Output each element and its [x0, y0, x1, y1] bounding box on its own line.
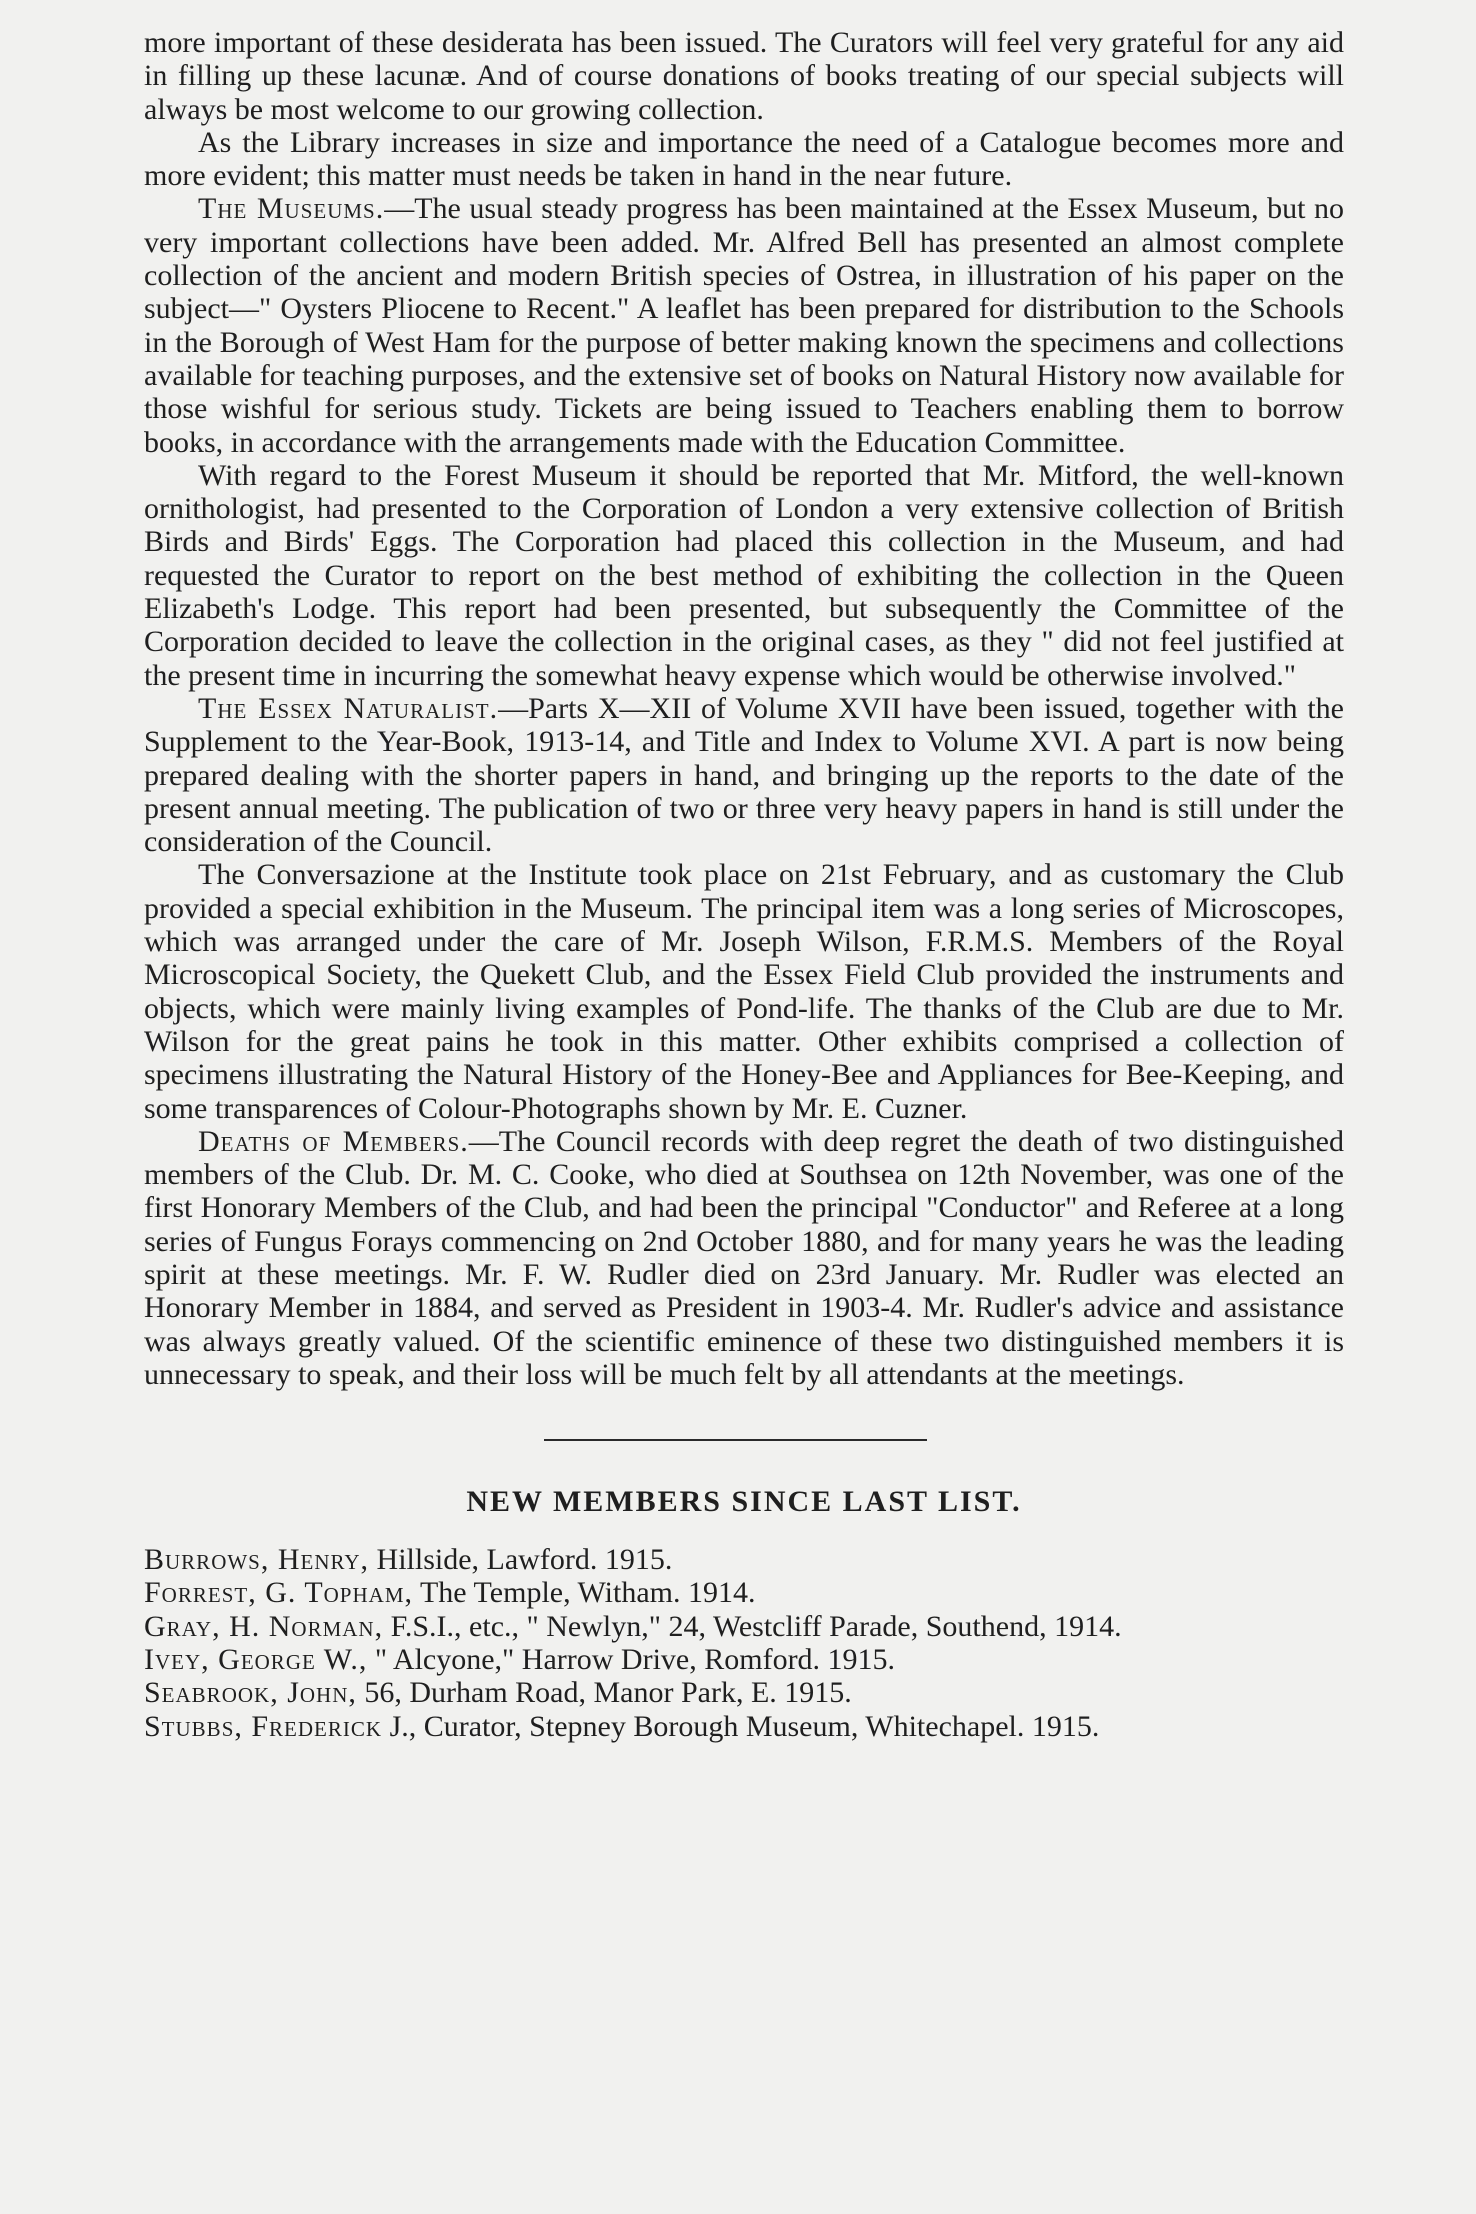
section-divider: [544, 1439, 927, 1441]
member-name: Stubbs, Frederick: [144, 1709, 383, 1743]
list-item: [144, 1543, 1344, 1576]
paragraph-library-catalogue: [144, 126, 1344, 193]
list-item: [144, 1610, 1344, 1643]
paragraph-lead-heading: The Essex Naturalist.: [198, 691, 499, 725]
paragraph-conversazione: [144, 858, 1344, 1124]
document-page: [144, 26, 1344, 1743]
paragraph-text: —The Council records with deep regret the death of two distinguished members of the Club. Dr. M. C. Cooke, who died at Southsea on 12th November, was one of the first Honorary Members of the Club, and had been the principal "Conductor" and Referee at a long series of Fungus Forays commencing on 2nd October 1880, and for many years he was the leading spirit at these meetings. Mr. F. W. Rudler died on 23rd January. Mr. Rudler was elected an Honorary Member in 1884, and served as President in 1903-4. Mr. Rudler's advice and assistance was always greatly valued. Of the scientific eminence of these two distinguished members it is unnecessary to speak, and their loss will be much felt by all attendants at the meetings.: [144, 1124, 1344, 1391]
paragraph-library-desiderata: [144, 26, 1344, 126]
member-details: Hillside, Lawford. 1915.: [369, 1543, 673, 1577]
member-details: " Alcyone," Harrow Drive, Romford. 1915.: [367, 1643, 896, 1677]
new-members-list: [144, 1543, 1344, 1743]
member-details: F.S.I., etc., " Newlyn," 24, Westcliff Parade, Southend, 1914.: [383, 1609, 1122, 1643]
paragraph-text: —The usual steady progress has been maintained at the Essex Museum, but no very important collections have been added. Mr. Alfred Bell has presented an almost complete collection of the ancient and modern British species of Ostrea, in illustration of his paper on the subject—" Oysters Pliocene to Recent." A leaflet has been prepared for distribution to the Schools in the Borough of West Ham for the purpose of better making known the specimens and collections available for teaching purposes, and the extensive set of books on Natural History now available for those wishful for serious study. Tickets are being issued to Teachers enabling them to borrow books, in accordance with the arrangements made with the Education Committee.: [144, 192, 1344, 459]
paragraph-deaths-of-members: [144, 1125, 1344, 1391]
paragraph-text: With regard to the Forest Museum it should be reported that Mr. Mitford, the well-known ornithologist, had presented to the Corporation of London a very extensive collection of British Birds and Birds' Eggs. The Corporation had placed this collection in the Museum, and had requested the Curator to report on the best method of exhibiting the collection in the Queen Elizabeth's Lodge. This report had been presented, but subsequently the Committee of the Corporation decided to leave the collection in the original cases, as they " did not feel justified at the present time in incurring the somewhat heavy expense which would be otherwise involved.": [144, 458, 1344, 692]
list-item: [144, 1576, 1344, 1609]
paragraph-lead-heading: The Museums.: [198, 192, 385, 226]
member-name: Seabrook, John,: [144, 1676, 357, 1710]
member-name: Ivey, George W.,: [144, 1643, 368, 1677]
member-name: Gray, H. Norman,: [144, 1609, 384, 1643]
paragraph-lead-heading: Deaths of Members.: [198, 1124, 469, 1158]
member-name: Burrows, Henry,: [144, 1543, 370, 1577]
list-item: [144, 1676, 1344, 1709]
paragraph-forest-museum: [144, 459, 1344, 692]
list-item: [144, 1643, 1344, 1676]
paragraph-museums: [144, 192, 1344, 458]
new-members-heading: NEW MEMBERS SINCE LAST LIST.: [466, 1485, 1022, 1519]
member-name: Forrest, G. Topham,: [144, 1576, 413, 1610]
member-details: 56, Durham Road, Manor Park, E. 1915.: [356, 1676, 852, 1710]
paragraph-text: more important of these desiderata has been issued. The Curators will feel very grateful for any aid in filling up these lacunæ. And of course donations of books treating of our special subjects will always be most welcome to our growing collection.: [144, 26, 1344, 126]
paragraph-text: As the Library increases in size and importance the need of a Catalogue becomes more and more evident; this matter must needs be taken in hand in the near future.: [144, 125, 1344, 193]
paragraph-text: The Conversazione at the Institute took place on 21st February, and as customary the Club provided a special exhibition in the Museum. The principal item was a long series of Microscopes, which was arranged under the care of Mr. Joseph Wilson, F.R.M.S. Members of the Royal Microscopical Society, the Quekett Club, and the Essex Field Club provided the instruments and objects, which were mainly living examples of Pond-life. The thanks of the Club are due to Mr. Wilson for the great pains he took in this matter. Other exhibits comprised a collection of specimens illustrating the Natural History of the Honey-Bee and Appliances for Bee-Keeping, and some transparences of Colour-Photographs shown by Mr. E. Cuzner.: [144, 858, 1344, 1125]
member-details: The Temple, Witham. 1914.: [413, 1576, 756, 1610]
member-details: J., Curator, Stepney Borough Museum, Whitechapel. 1915.: [382, 1709, 1100, 1743]
paragraph-essex-naturalist: [144, 692, 1344, 858]
list-item: [144, 1710, 1344, 1743]
paragraph-text: —Parts X—XII of Volume XVII have been issued, together with the Supplement to the Year-Book, 1913-14, and Title and Index to Volume XVI. A part is now being prepared dealing with the shorter papers in hand, and bringing up the reports to the date of the present annual meeting. The publication of two or three very heavy papers in hand is still under the consideration of the Council.: [144, 691, 1344, 859]
